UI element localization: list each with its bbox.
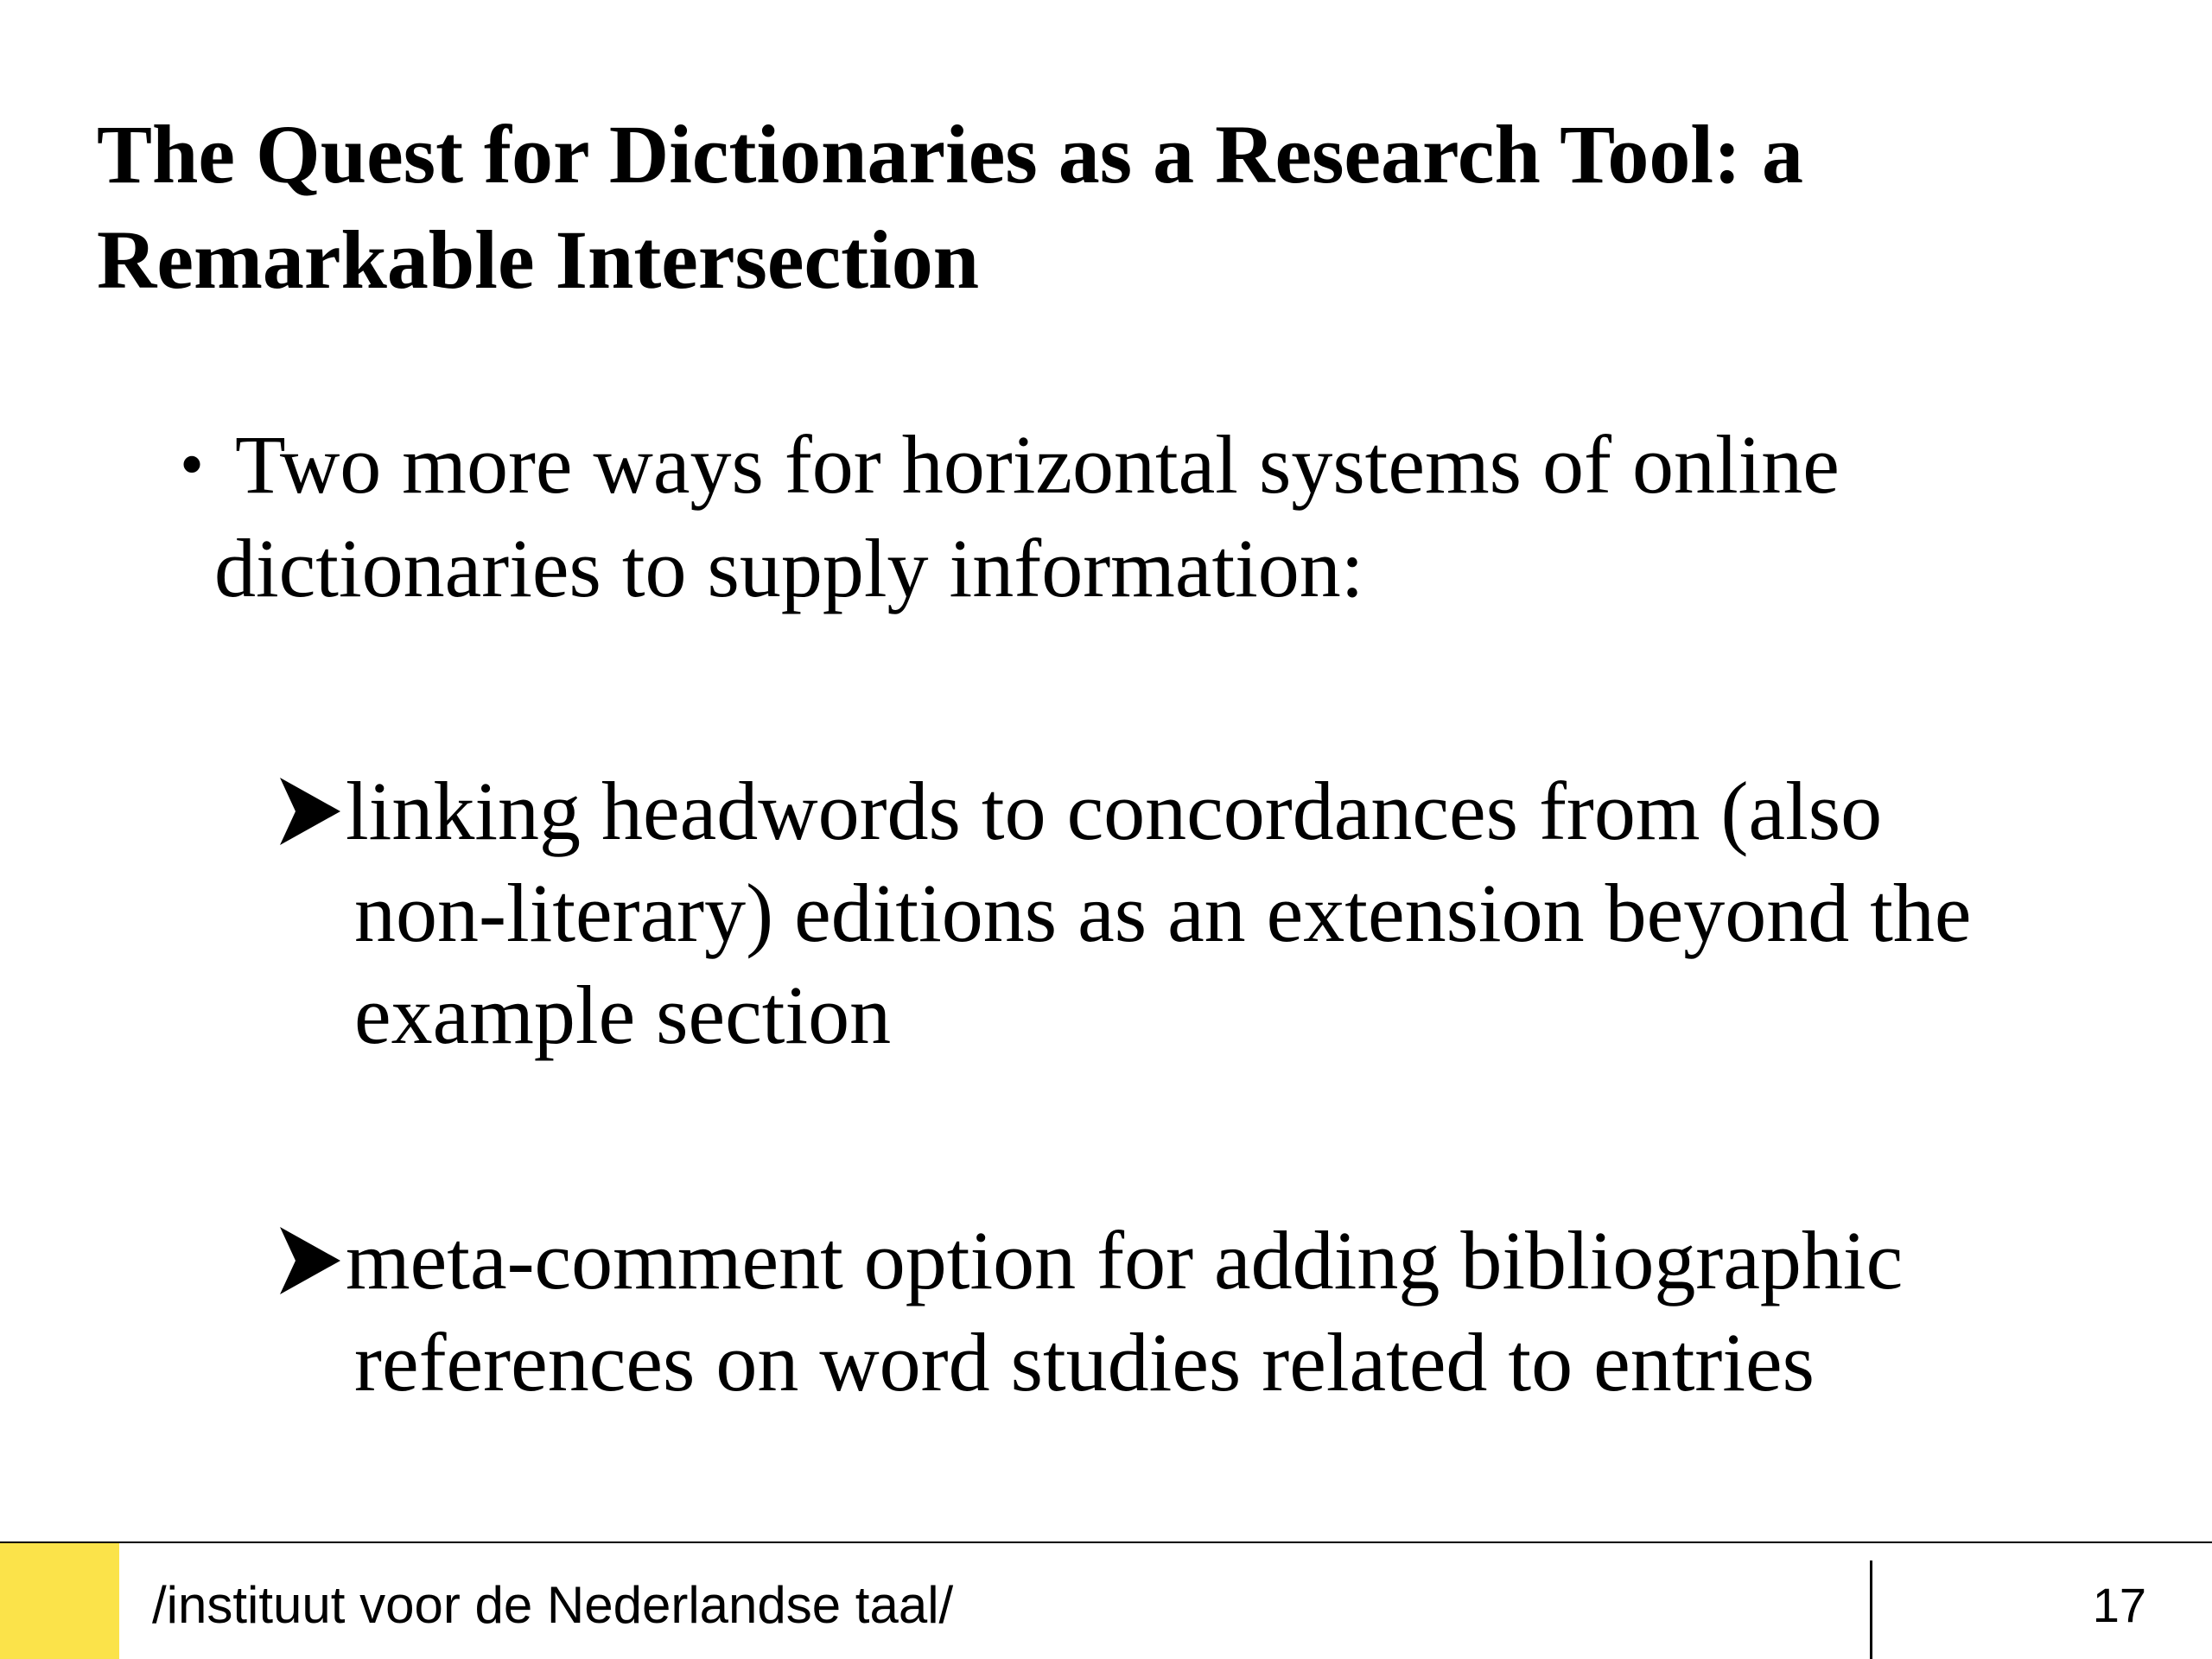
sub-bullet-line: example section: [354, 969, 892, 1061]
sub-bullet-line: linking headwords to concordances from (also: [346, 765, 1883, 857]
footer-accent-block: [0, 1543, 119, 1659]
page-number: 17: [2092, 1578, 2146, 1632]
sub-bullet-line: meta-comment option for adding bibliographic: [346, 1214, 1904, 1306]
footer-organization: /instituut voor de Nederlandse taal/: [152, 1576, 954, 1634]
arrowhead-bullet-icon: [276, 1222, 344, 1300]
sub-bullet-text: [276, 760, 2143, 1066]
footer-rule: [0, 1541, 2212, 1543]
arrowhead-bullet-icon: [276, 772, 344, 850]
title-line-2: Remarkable Intersection: [97, 213, 980, 306]
footer-divider: [1870, 1560, 1872, 1659]
main-bullet-line-2: dictionaries to supply information:: [214, 522, 1364, 614]
main-bullet-line-1: Two more ways for horizontal systems of online: [235, 418, 1840, 511]
main-bullet: [180, 413, 2124, 620]
sub-bullet-concordances: [276, 760, 2143, 1066]
title-line-1: The Quest for Dictionaries as a Research Tool: a: [97, 108, 1804, 200]
sub-bullet-line: non-literary) editions as an extension beyond the: [354, 867, 1972, 959]
sub-bullet-line: references on word studies related to entries: [354, 1316, 1815, 1408]
sub-bullet-text: [276, 1210, 2143, 1414]
sub-bullet-meta-comment: [276, 1210, 2143, 1414]
bullet-dot-icon: •: [180, 427, 205, 503]
slide-title: [97, 102, 2084, 313]
